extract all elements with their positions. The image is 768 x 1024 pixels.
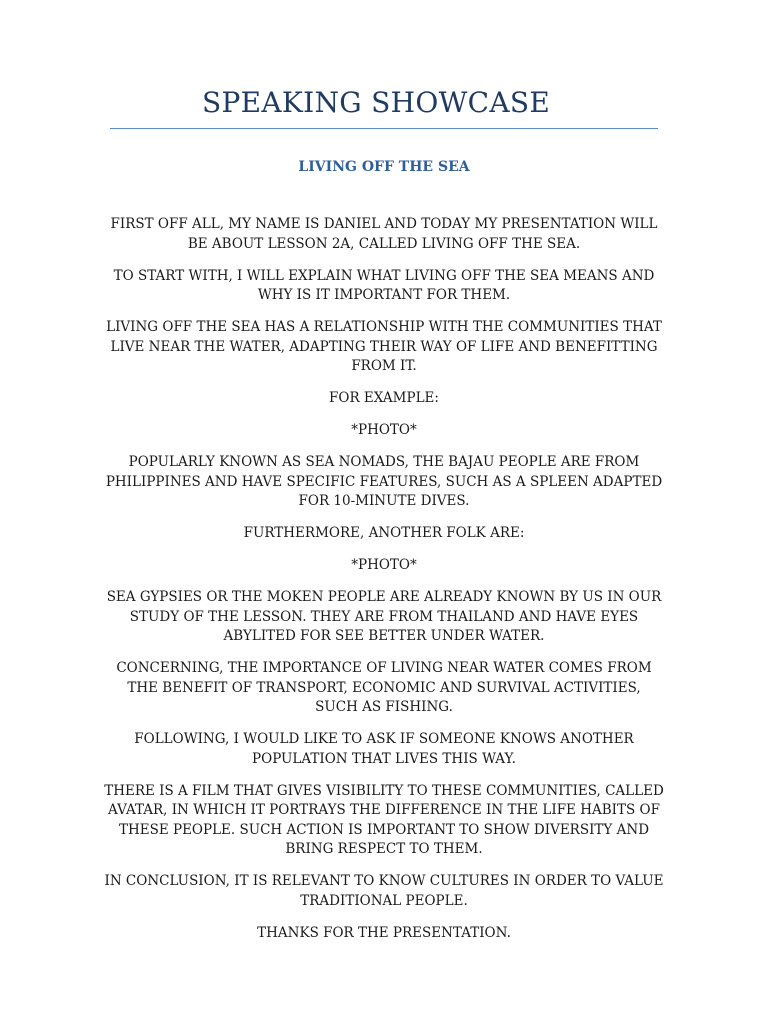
- paragraph-question: FOLLOWING, I WOULD LIKE TO ASK IF SOMEONE KNOWS ANOTHER POPULATION THAT LIVES THIS WAY.: [134, 731, 634, 767]
- paragraph-photo-placeholder: *PHOTO*: [351, 557, 417, 573]
- paragraph-conclusion: IN CONCLUSION, IT IS RELEVANT TO KNOW CULTURES IN ORDER TO VALUE TRADITIONAL PEOPLE.: [104, 873, 664, 909]
- paragraph-example-label: FOR EXAMPLE:: [329, 390, 439, 406]
- paragraph-start: TO START WITH, I WILL EXPLAIN WHAT LIVING OFF THE SEA MEANS AND WHY IS IT IMPORTANT FOR THEM.: [113, 267, 655, 303]
- paragraph-photo-placeholder: *PHOTO*: [351, 422, 417, 438]
- paragraph-intro: FIRST OFF ALL, MY NAME IS DANIEL AND TODAY MY PRESENTATION WILL BE ABOUT LESSON 2A, CALLED LIVING OFF THE SEA.: [110, 216, 658, 252]
- paragraph-film: THERE IS A FILM THAT GIVES VISIBILITY TO THESE COMMUNITIES, CALLED AVATAR, IN WHICH IT PORTRAYS THE DIFFERENCE IN THE LIFE HABITS OF THESE PEOPLE. SUCH ACTION IS IMPORTANT TO SHOW DIVERSITY AND BRING RESPECT TO THEM.: [104, 782, 664, 857]
- document-title: SPEAKING SHOWCASE: [202, 86, 551, 119]
- document-subtitle: LIVING OFF THE SEA: [298, 159, 470, 175]
- document-body: [104, 215, 664, 956]
- paragraph-importance: CONCERNING, THE IMPORTANCE OF LIVING NEAR WATER COMES FROM THE BENEFIT OF TRANSPORT, ECONOMIC AND SURVIVAL ACTIVITIES, SUCH AS FISHING.: [116, 660, 652, 715]
- paragraph-bajau: POPULARLY KNOWN AS SEA NOMADS, THE BAJAU PEOPLE ARE FROM PHILIPPINES AND HAVE SPECIFIC FEATURES, SUCH AS A SPLEEN ADAPTED FOR 10-MINUTE DIVES.: [105, 454, 663, 509]
- paragraph-thanks: THANKS FOR THE PRESENTATION.: [257, 924, 511, 941]
- title-divider: [110, 128, 658, 129]
- paragraph-another-folk: FURTHERMORE, ANOTHER FOLK ARE:: [243, 525, 525, 541]
- paragraph-definition: LIVING OFF THE SEA HAS A RELATIONSHIP WITH THE COMMUNITIES THAT LIVE NEAR THE WATER, ADAPTING THEIR WAY OF LIFE AND BENEFITTING FROM IT.: [106, 319, 662, 374]
- paragraph-moken: SEA GYPSIES OR THE MOKEN PEOPLE ARE ALREADY KNOWN BY US IN OUR STUDY OF THE LESSON. THEY ARE FROM THAILAND AND HAVE EYES ABYLITED FOR SEE BETTER UNDER WATER.: [106, 589, 662, 644]
